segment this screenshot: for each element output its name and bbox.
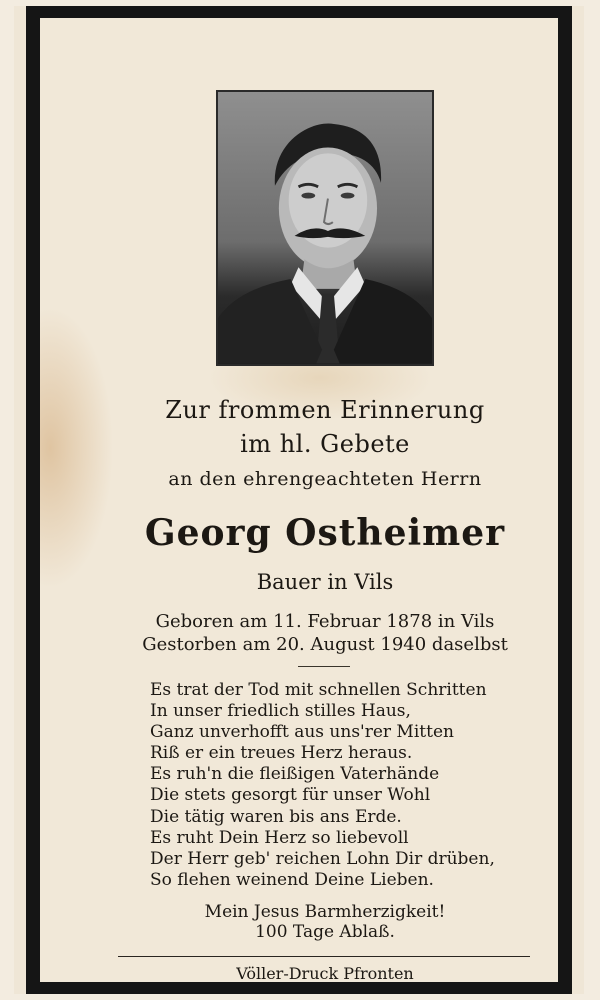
deceased-name: Georg Ostheimer — [144, 512, 506, 554]
heading-line-2: im hl. Gebete — [240, 430, 410, 458]
poem-line: Es ruh'n die fleißigen Vaterhände — [150, 764, 440, 785]
heading-line-1: Zur frommen Erinnerung — [165, 396, 485, 424]
poem-line: Es trat der Tod mit schnellen Schritten — [150, 680, 487, 700]
poem-line: In unser friedlich stilles Haus, — [150, 701, 411, 722]
memorial-card — [14, 6, 584, 994]
poem-line: Ganz unverhofft aus uns'rer Mitten — [150, 722, 454, 743]
printer-credit: Völler-Druck Pfronten — [236, 964, 414, 983]
closing-prayer: Mein Jesus Barmherzigkeit! — [204, 902, 446, 922]
black-mourning-border — [26, 6, 572, 994]
death-line: Gestorben am 20. August 1940 daselbst — [142, 634, 508, 655]
poem — [150, 680, 570, 891]
indulgence-note: 100 Tage Ablaß. — [255, 922, 395, 942]
portrait-illustration — [218, 92, 432, 364]
heading-line-3: an den ehrengeachteten Herrn — [168, 468, 482, 490]
divider-short — [298, 666, 350, 667]
poem-line: Es ruht Dein Herz so liebevoll — [150, 827, 409, 848]
poem-line: Riß er ein treues Herz heraus. — [150, 743, 413, 764]
occupation: Bauer in Vils — [256, 570, 394, 594]
poem-line: Die stets gesorgt für unser Wohl — [150, 785, 431, 806]
footer-divider — [118, 956, 530, 957]
poem-line: Der Herr geb' reichen Lohn Dir drüben, — [150, 848, 495, 869]
portrait-photo — [216, 90, 434, 366]
poem-line: Die tätig waren bis ans Erde. — [150, 806, 402, 827]
birth-line: Geboren am 11. Februar 1878 in Vils — [155, 611, 495, 632]
poem-line: So flehen weinend Deine Lieben. — [150, 869, 434, 890]
